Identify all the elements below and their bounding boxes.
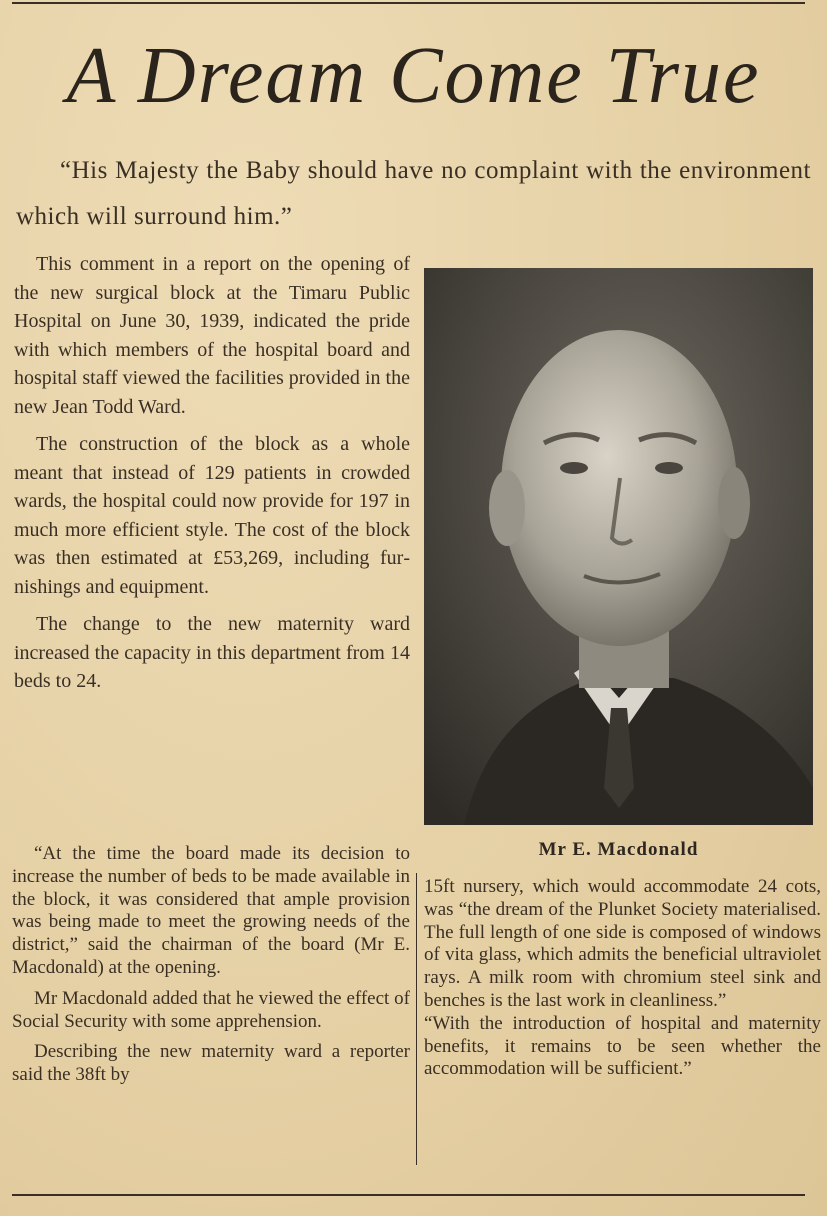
paragraph: Mr Macdonald added that he viewed the effect of Social Security with some apprehension. <box>12 987 410 1032</box>
column-left-bottom <box>12 843 410 1095</box>
column-divider <box>416 873 417 1165</box>
paragraph: “At the time the board made its decision to increase the number of beds to be made available in the block, it was considered that ample provision was being made to meet the growing needs of the district,” said the chairman of the board (Mr E. Macdonald) at the opening. <box>12 843 410 978</box>
top-rule <box>12 2 805 4</box>
paragraph: The change to the new maternity ward increased the capacity in this department from 14 beds to 24. <box>14 613 410 692</box>
paragraph: 15ft nursery, which would accommodate 24 cots, was “the dream of the Plunket Society materialised. The full length of one side is composed of windows of vita glass, which admits the beneficial ultraviolet rays. A milk room with chromium steel sink and benches is the last work in cleanliness.” <box>424 876 821 1011</box>
column-left-top <box>14 250 410 705</box>
bottom-rule <box>12 1194 805 1196</box>
portrait-image <box>424 268 813 825</box>
paragraph: This comment in a report on the opening of the new surgical block at the Timaru Public Hospital on June 30, 1939, indicated the pride with which members of the hospital board and hospital staff viewed the facilities provided in the new Jean Todd Ward. <box>14 253 410 418</box>
column-right <box>424 876 821 1081</box>
headline: A Dream Come True <box>66 32 761 120</box>
lead-quote-text: “His Majesty the Baby should have no complaint with the environment which will surround him.” <box>16 157 811 230</box>
portrait-photo <box>424 268 813 825</box>
paragraph: Describing the new maternity ward a reporter said the 38ft by <box>12 1041 410 1086</box>
photo-caption: Mr E. Macdonald <box>538 839 699 860</box>
lead-quote <box>16 148 811 240</box>
paragraph: The construction of the block as a whole meant that instead of 129 patients in crowded wards, the hospital could now provide for 197 in much more efficient style. The cost of the block was then estimated at £53,269, including furnishings and equipment. <box>14 433 410 598</box>
paragraph: “With the introduction of hospital and maternity benefits, it remains to be seen whether the accommodation will be sufficient.” <box>424 1012 821 1080</box>
